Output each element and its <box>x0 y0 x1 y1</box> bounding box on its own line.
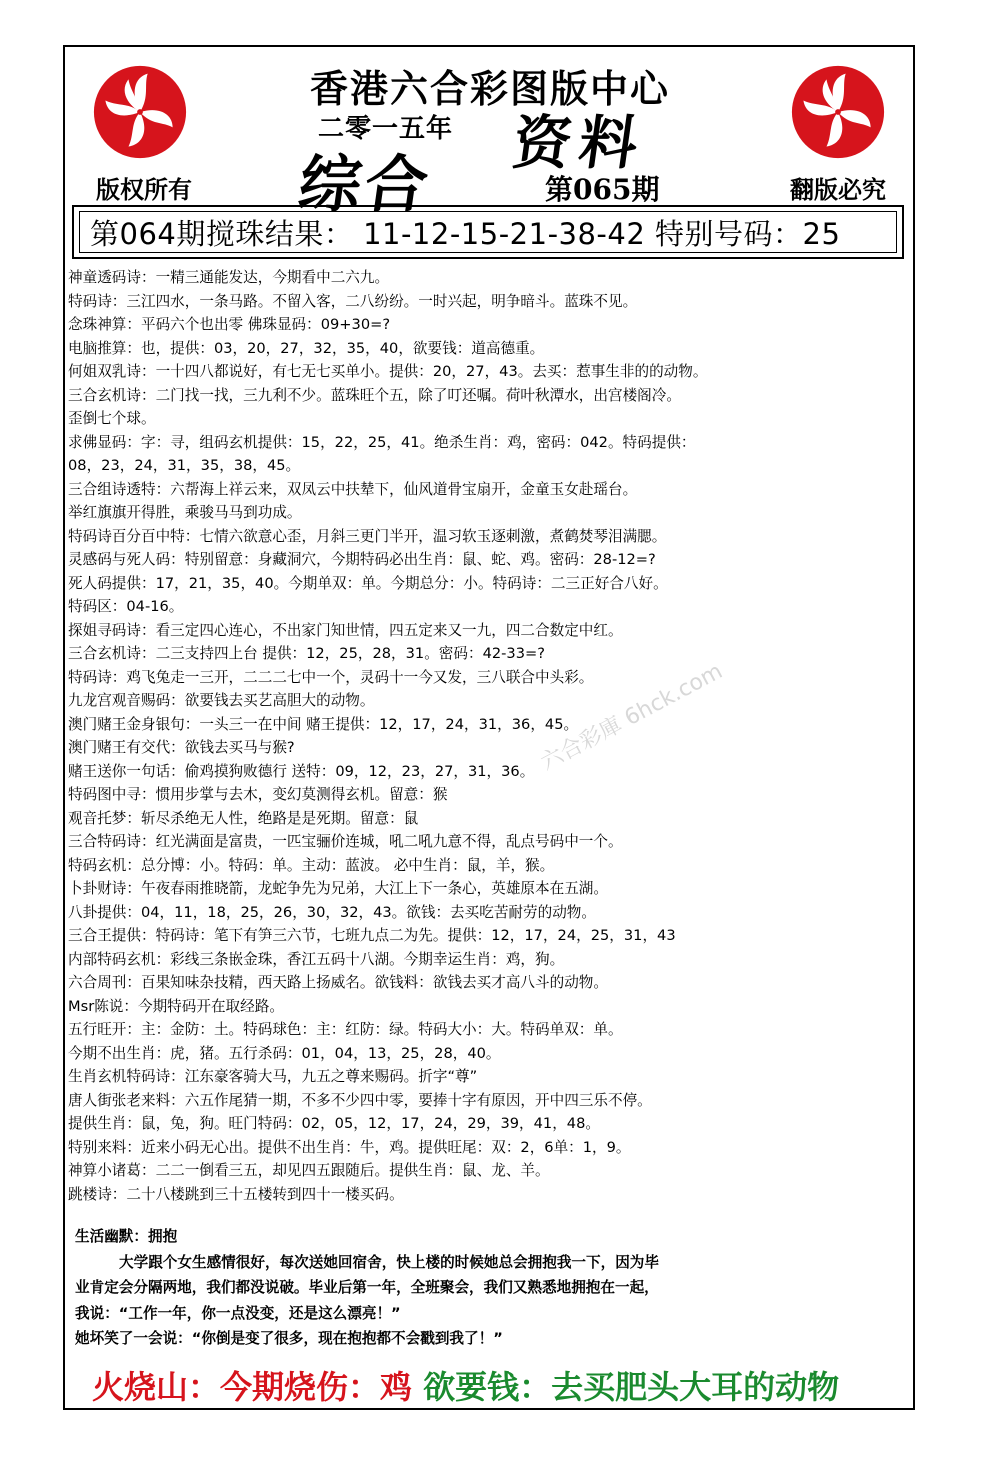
story-line: 她坏笑了一会说：“你倒是变了很多，现在抱抱都不会戳到我了！” <box>75 1330 503 1347</box>
content-line: 电脑推算：也，提供：03，20，27，32，35，40，欲要钱：道高德重。 <box>68 339 545 357</box>
content-line: 生肖玄机特码诗：江东豪客骑大马，九五之尊来赐码。折字“尊” <box>68 1068 478 1085</box>
no-piracy-label: 翻版必究 <box>790 175 886 204</box>
issue-number: 第065期 <box>545 173 660 206</box>
content-line: 特码诗：三江四水，一条马路。不留入客，二八纷纷。一时兴起，明争暗斗。蓝珠不见。 <box>68 292 638 310</box>
content-line: 跳楼诗：二十八楼跳到三十五楼转到四十一楼买码。 <box>68 1185 404 1203</box>
story-line: 大学跟个女生感情很好，每次送她回宿舍，快上楼的时候她总会拥抱我一下，因为毕 <box>119 1253 659 1271</box>
big-title-right: 资料 <box>508 109 651 177</box>
content-line: 内部特码玄机：彩线三条嵌金珠，香江五码十八湖。今期幸运生肖：鸡，狗。 <box>68 950 565 968</box>
content-line: 九龙宫观音赐码：欲要钱去买艺高胆大的动物。 <box>68 692 375 709</box>
bauhinia-flower-icon <box>92 64 188 160</box>
content-line: 08，23，24，31，35，38，45。 <box>68 457 301 474</box>
copyright-label: 版权所有 <box>96 175 192 204</box>
footer-part-green: 欲要钱：去买肥头大耳的动物 <box>423 1368 840 1406</box>
content-line: 五行旺开：主：金防：土。特码球色：主：红防：绿。特码大小：大。特码单双：单。 <box>68 1021 623 1038</box>
story-line: 我说：“工作一年，你一点没变，还是这么漂亮！” <box>75 1304 401 1322</box>
content-lines <box>68 266 914 1206</box>
story-title: 生活幽默：拥抱 <box>75 1228 178 1245</box>
content-line: 观音托梦：斩尽杀绝无人性，绝路是是死期。留意：鼠 <box>68 809 419 827</box>
content-line: 三合组诗透特：六帮海上祥云来，双凤云中扶辇下，仙风道骨宝扇开，金童玉女赴瑶台。 <box>68 480 638 498</box>
content-line: 特码诗：鸡飞兔走一三开，二二二七中一个，灵码十一今又发，三八联合中头彩。 <box>68 668 594 686</box>
content-line: 澳门赌王金身银句：一头三一在中间 赌王提供：12，17，24，31，36，45。 <box>68 715 579 733</box>
content-line: 三合玄机诗：二三支持四上台 提供：12，25，28，31。密码：42-33=? <box>68 645 545 662</box>
big-title-left: 综合 <box>294 148 437 221</box>
content-line: 卜卦财诗：午夜春雨推晓箭，龙蛇争先为兄弟，大江上下一条心，英雄原本在五湖。 <box>68 880 608 897</box>
content-line: 唐人街张老来料：六五作尾猜一期，不多不少四中零，要捧十字有原因，开中四三乐不停。 <box>68 1091 652 1109</box>
content-line: 特码诗百分百中特：七情六欲意心歪，月斜三更门半开，温习软玉逐刺激，煮鹤焚琴泪满腮。 <box>68 527 667 545</box>
content-line: 特码玄机：总分博：小。特码：单。主动：蓝波。 必中生肖：鼠，羊，猴。 <box>68 856 555 874</box>
content-line: 三合玄机诗：二门找一找，三九利不少。蓝珠旺个五，除了叮还嘱。荷叶秋潭水，出宫楼阁冷。 <box>68 386 681 404</box>
content-line: 提供生肖：鼠，兔，狗。旺门特码：02，05，12，17，24，29，39，41，48。 <box>68 1115 600 1132</box>
content-line: 特别来料：近来小码无心出。提供不出生肖：牛，鸡。提供旺尾：双：2，6单：1，9。 <box>68 1138 631 1156</box>
content-line: 神童透码诗：一精三通能发达，今期看中二六九。 <box>68 269 390 286</box>
content-line: Msr陈说：今期特码开在取经路。 <box>68 997 284 1015</box>
content-line: 三合王提供：特码诗：笔下有笋三六节，七班九点二为先。提供：12，17，24，25，31，43 <box>68 927 676 944</box>
content-line: 举红旗旗开得胜，乘骏马马到功成。 <box>68 504 302 521</box>
content-line: 神算小诸葛：二二一倒看三五，却见四五跟随后。提供生肖：鼠、龙、羊。 <box>68 1162 550 1179</box>
bauhinia-flower-icon <box>790 64 886 160</box>
content-line: 特码图中寻：惯用步掌与去木，变幻莫测得玄机。留意：猴 <box>68 786 448 803</box>
footer-banner <box>92 1362 839 1408</box>
year-label: 二零一五年 <box>318 114 454 144</box>
content-line: 念珠神算：平码六个也出零 佛珠显码：09+30=? <box>68 316 391 333</box>
content-line: 六合周刊：百果知味杂技精，西天路上扬威名。欲钱料：欲钱去买才高八斗的动物。 <box>68 974 608 991</box>
content-line: 澳门赌王有交代：欲钱去买马与猴? <box>68 739 295 756</box>
draw-result: 第064期搅珠结果： 11-12-15-21-38-42 特别号码：25 <box>90 217 841 251</box>
content-line: 灵感码与死人码：特别留意：身藏洞穴，今期特码必出生肖：鼠、蛇、鸡。密码：28-12=? <box>68 551 656 568</box>
content-line: 求佛显码：字：寻，组码玄机提供：15，22，25，41。绝杀生肖：鸡，密码：042。特码提供： <box>68 433 696 451</box>
content-line: 三合特码诗：红光满面是富贵，一匹宝骊价连城，吼二吼九意不得，乱点号码中一个。 <box>68 833 623 850</box>
content-line: 特码区：04-16。 <box>68 598 184 615</box>
story-line: 业肯定会分隔两地，我们都没说破。毕业后第一年，全班聚会，我们又熟悉地拥抱在一起， <box>75 1279 659 1296</box>
content-line: 赌王送你一句话：偷鸡摸狗败德行 送特：09，12，23，27，31，36。 <box>68 762 535 780</box>
content-line: 死人码提供：17，21，35，40。今期单双：单。今期总分：小。特码诗：二三正好合八好。 <box>68 574 668 592</box>
content-line: 探姐寻码诗：看三定四心连心，不出家门知世情，四五定来又一九，四二合数定中红。 <box>68 621 623 639</box>
content-line: 歪倒七个球。 <box>68 410 156 427</box>
footer-part-red: 火烧山：今期烧伤：鸡 <box>92 1368 413 1406</box>
page-title: 香港六合彩图版中心 <box>309 66 670 111</box>
watermark: 六合彩庫 6hck.com <box>536 658 727 776</box>
humor-story <box>75 1224 905 1352</box>
content-line: 八卦提供：04，11，18，25，26，30，32，43。欲钱：去买吃苦耐劳的动物。 <box>68 903 596 921</box>
content-line: 何姐双乳诗：一十四八都说好，有七无七买单小。提供：20，27，43。去买：惹事生非的的动物。 <box>68 363 708 380</box>
content-line: 今期不出生肖：虎，猪。五行杀码：01，04，13，25，28，40。 <box>68 1044 501 1062</box>
